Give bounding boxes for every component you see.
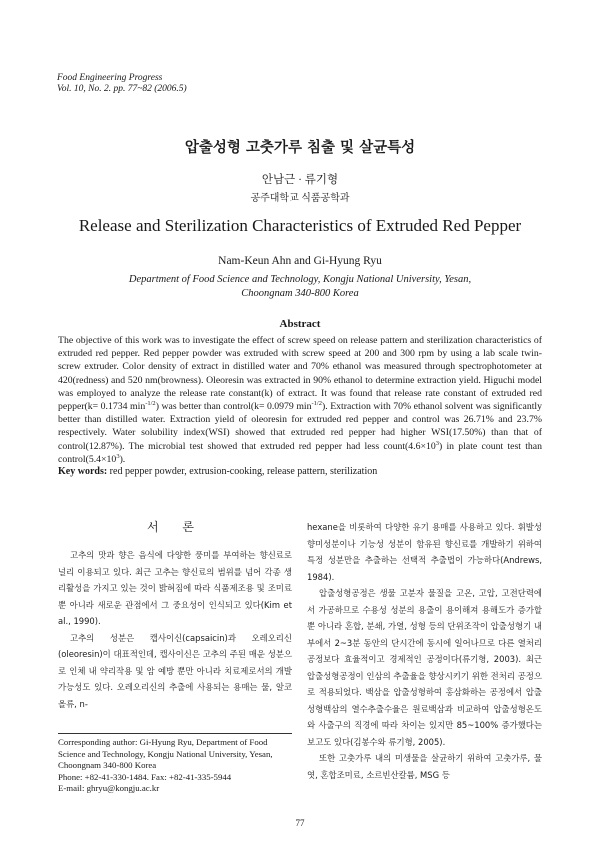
paragraph: 고추의 성분은 캡사이신(capsaicin)과 오레오리신(oleoresin)이 대표적인데, 캡사이신은 고추의 주된 매운 성분으로 인체 내 약리작용 및 암 예방 뿐만 아니라 치료제로서의 개발 가능성도 있다. 오레오리신의 추출에 사용되는 용매는 물, 알코올류, n- bbox=[58, 632, 292, 709]
keywords-text: red pepper powder, extrusion-cooking, release pattern, sterilization bbox=[107, 466, 378, 477]
abstract-text: ). Extraction with 70% ethanol solvent was significantly better than distilled water. Extraction yield of oleoresin for extruded red pepper and control was 26.71% and 23.7% respectively. Water solubility index(WSI) showed that extruded red pepper had higher WSI(17.50%) than that of control(12.87%). The microbial test showed that extruded red pepper had less count(4.6×10 bbox=[58, 401, 543, 452]
abstract-superscript: -1/2 bbox=[311, 399, 322, 407]
footnote-line: Phone: +82-41-330-1484. Fax: +82-41-335-5944 bbox=[58, 771, 232, 782]
abstract-superscript: -1/2 bbox=[145, 399, 156, 407]
korean-affiliation: 공주대학교 식품공학과 bbox=[250, 193, 350, 204]
page-number: 77 bbox=[295, 818, 305, 828]
korean-title: 압출성형 고춧가루 침출 및 살균특성 bbox=[184, 140, 416, 156]
abstract-superscript: 3 bbox=[116, 452, 120, 460]
footnote-divider bbox=[58, 733, 292, 734]
paragraph: 압출성형공정은 생물 고분자 물질을 고온, 고압, 고전단력에서 가공하므로 수용성 성분의 용출이 용이해져 용해도가 증가할 뿐 아니라 혼합, 분쇄, 가열, 성형 등의 단위조작이 압출성형기 내부에서 2~3분 동안의 단시간에 동시에 일어나므로 다른 열처리 공정보다 효율적이고 경제적인 공정이다(류기형, 2003). 최근 압출성형공정이 인삼의 추출율을 향상시키기 위한 전처리 공정으로 적용되었다. 백삼을 압출성형하여 홍삼화하는 공정에서 압출성형백삼의 열수추출수율은 원료백삼과 비교하여 압출성형온도와 사출구의 직경에 따라 차이는 있지만 85~100% 증가했다는 보고도 있다(김봉수와 류기형, 2005). bbox=[307, 588, 542, 747]
abstract-text: ). bbox=[119, 453, 126, 465]
abstract-body bbox=[58, 334, 542, 466]
affiliation-line: Choongnam 340-800 Korea bbox=[241, 288, 359, 299]
abstract-text: ) in plate count test than control(5.4×10 bbox=[58, 440, 542, 465]
footnote-line: Corresponding author: Gi-Hyung Ryu, Department of Food bbox=[58, 737, 268, 747]
paragraph: hexane을 비롯하여 다양한 유기 용매를 사용하고 있다. 휘발성 향미성분이나 기능성 성분이 함유된 향신료를 개발하기 위하여 특정 성분만을 추출하는 선택적 추출법이 가능하다(Andrews, 1984). bbox=[307, 522, 542, 582]
korean-authors: 안남근 · 류기형 bbox=[261, 174, 339, 186]
abstract-heading: Abstract bbox=[279, 318, 321, 330]
journal-name: Food Engineering Progress bbox=[57, 73, 163, 83]
footnote-line: Choongnam 340-800 Korea bbox=[58, 760, 157, 771]
left-column bbox=[58, 547, 292, 712]
footnote-line: Science and Technology, Kongju National University, Yesan, bbox=[58, 748, 273, 759]
english-authors: Nam-Keun Ahn and Gi-Hyung Ryu bbox=[218, 255, 382, 267]
corresponding-author-footnote bbox=[58, 737, 298, 795]
keywords bbox=[58, 466, 542, 477]
affiliation-line: Department of Food Science and Technology, Kongju National University, Yesan, bbox=[128, 274, 472, 285]
right-column bbox=[307, 519, 542, 783]
paragraph: 또한 고춧가루 내의 미생물을 살균하기 위하여 고춧가루, 물엿, 혼합조미료, 소르빈산칼륨, MSG 등 bbox=[307, 753, 542, 780]
journal-header bbox=[57, 73, 187, 95]
abstract-text: ) was better than control(k= 0.0979 min bbox=[155, 401, 312, 413]
paragraph: 고추의 맛과 향은 음식에 다양한 풍미를 부여하는 향신료로 널리 이용되고 있다. 최근 고추는 향신료의 범위를 넘어 각종 생리활성을 가지고 있는 것이 밝혀짐에 따라 식품제조용 및 조미료뿐 아니라 새로운 관점에서 그 중요성이 인식되고 있다(Kim et al., 1990). bbox=[58, 550, 292, 626]
footnote-email: E-mail: ghryu@kongju.ac.kr bbox=[58, 783, 160, 794]
abstract-text: The objective of this work was to investigate the effect of screw speed on release pattern and sterilization characteristics of extruded red pepper. Red pepper powder was extruded with screw speed at 200 and 300 rpm by using a lab scale twin-screw extruder. Color density of extract in distilled water and 70% ethanol was measured through spectrophotometer at 420(redness) and 520 nm(browness). Oleoresin was extracted in 90% ethanol to determine extraction yield. Higuchi model was employed to analyze the release rate constant(k) of extract. It was found that release rate constant of extruded red pepper(k= 0.1734 min bbox=[58, 335, 542, 413]
journal-volume: Vol. 10, No. 2. pp. 77~82 (2006.5) bbox=[57, 84, 187, 94]
section-heading: 서 론 bbox=[147, 520, 204, 534]
english-affiliation bbox=[0, 273, 600, 301]
english-title: Release and Sterilization Characteristics of Extruded Red Pepper bbox=[78, 216, 522, 235]
keywords-label: Key words: bbox=[58, 466, 108, 477]
abstract-superscript: 3 bbox=[435, 439, 439, 447]
